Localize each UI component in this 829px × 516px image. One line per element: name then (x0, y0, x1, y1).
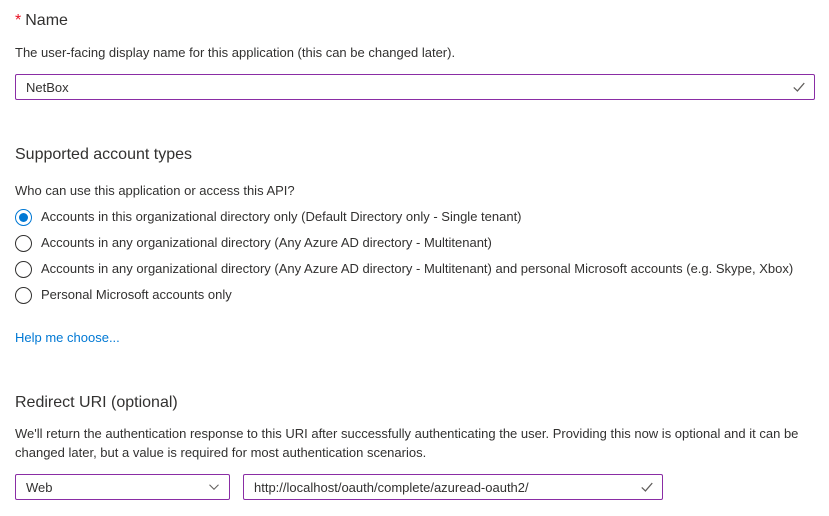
radio-button[interactable] (15, 287, 32, 304)
help-me-choose-link[interactable]: Help me choose... (15, 330, 120, 345)
name-title-text: Name (25, 12, 68, 29)
account-type-option-single-tenant[interactable] (15, 204, 815, 230)
account-types-question: Who can use this application or access this API? (15, 183, 295, 198)
name-section-title (15, 10, 815, 31)
required-asterisk: * (15, 12, 22, 29)
account-types-title: Supported account types (15, 146, 193, 163)
name-description: The user-facing display name for this application (this can be changed later). (15, 45, 456, 60)
name-input-wrap (15, 74, 815, 100)
platform-select-value: Web (26, 479, 53, 495)
name-input[interactable] (15, 74, 815, 100)
account-type-option-multitenant-personal[interactable] (15, 256, 815, 282)
redirect-uri-row (15, 474, 815, 500)
redirect-uri-description: We'll return the authentication response to this URI after successfully authenticating the user. Providing this now is optional and it can be changed later, but a value is required for most authentication scenarios. (15, 426, 799, 460)
account-type-label: Personal Microsoft accounts only (41, 287, 232, 302)
radio-button[interactable] (15, 261, 32, 278)
platform-select[interactable] (15, 474, 230, 500)
redirect-uri-input-wrap (243, 474, 663, 500)
account-type-option-multitenant[interactable] (15, 230, 815, 256)
account-type-label: Accounts in this organizational directory only (Default Directory only - Single tenant) (41, 209, 522, 224)
redirect-uri-title: Redirect URI (optional) (15, 394, 178, 411)
redirect-uri-input[interactable] (243, 474, 663, 500)
radio-button[interactable] (15, 235, 32, 252)
account-type-label: Accounts in any organizational directory (Any Azure AD directory - Multitenant) and personal Microsoft accounts (e.g. Skype, Xbox) (41, 261, 794, 276)
account-type-option-personal-only[interactable] (15, 282, 815, 308)
account-types-radio-group (15, 204, 815, 308)
account-type-label: Accounts in any organizational directory (Any Azure AD directory - Multitenant) (41, 235, 492, 250)
radio-button[interactable] (15, 209, 32, 226)
chevron-down-icon (208, 481, 220, 493)
